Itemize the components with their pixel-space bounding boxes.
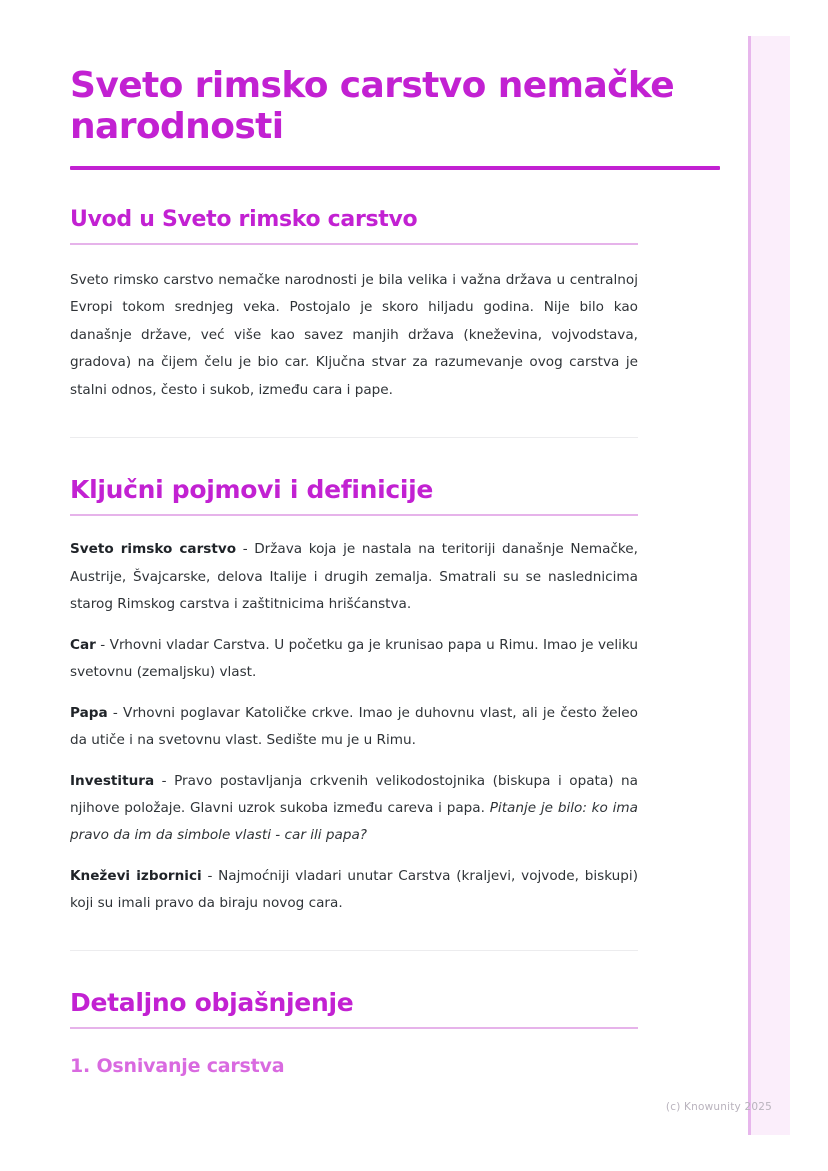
definition-item — [70, 768, 638, 850]
definition-list — [70, 536, 638, 917]
definition-text: Vrhovni poglavar Katoličke crkve. Imao je duhovnu vlast, ali je često želeo da utiče i na svetovnu vlast. Sedište mu je u Rimu. — [70, 704, 638, 749]
definition-term: Investitura — [70, 772, 155, 789]
definition-text: Država koja je nastala na teritoriji današnje Nemačke, Austrije, Švajcarske, delova Italije i drugih zemalja. Smatrali su se naslednicima starog Rimskog carstva i zaštitnicima hrišćanstva. — [70, 541, 638, 613]
definition-dash: - — [154, 772, 175, 789]
definition-item — [70, 536, 638, 618]
section-heading-key-terms: Ključni pojmovi i definicije — [70, 475, 434, 505]
section-key-terms — [70, 474, 638, 918]
definition-term: Car — [70, 636, 96, 653]
definition-term: Kneževi izbornici — [70, 867, 202, 884]
section-divider — [70, 950, 638, 951]
definition-text: Pravo postavljanja crkvenih velikodostojnika (biskupa i opata) na njihove položaje. Glavni uzrok sukoba između careva i papa. — [70, 772, 638, 816]
definition-text: Najmoćniji vladari unutar Carstva (kraljevi, vojvode, biskupi) koji su imali pravo da biraju novog cara. — [70, 867, 638, 912]
definition-term: Sveto rimsko carstvo — [70, 541, 237, 558]
section-detailed-explanation — [70, 987, 638, 1077]
title-underline-rule — [70, 166, 720, 170]
section-divider — [70, 437, 638, 438]
definition-item — [70, 863, 638, 918]
definition-item — [70, 700, 638, 755]
section-heading-detailed-explanation: Detaljno objašnjenje — [70, 987, 354, 1017]
page-footer: (c) Knowunity 2025 — [665, 1101, 772, 1113]
subsection-heading-founding: 1. Osnivanje carstva — [70, 1055, 285, 1078]
section-heading-rule — [70, 1027, 638, 1029]
definition-dash: - — [95, 636, 110, 653]
definition-item — [70, 632, 638, 687]
section-heading-intro: Uvod u Sveto rimsko carstvo — [70, 207, 418, 233]
definition-dash: - — [201, 867, 219, 884]
decorative-side-strip — [748, 36, 790, 1135]
section-intro — [70, 206, 638, 404]
page-title: Sveto rimsko carstvo nemačke narodnosti — [70, 65, 675, 147]
definition-emphasis: Pitanje je bilo: ko ima pravo da im da simbole vlasti - car ili papa? — [70, 799, 638, 844]
section-heading-rule — [70, 243, 638, 245]
document-content — [70, 0, 675, 1078]
definition-dash: - — [236, 541, 255, 558]
intro-paragraph: Sveto rimsko carstvo nemačke narodnosti je bila velika i važna država u centralnoj Evropi tokom srednjeg veka. Postojalo je skoro hiljadu godina. Nije bilo kao današnje države, već više kao savez manjih država (kneževina, vojvodstava, gradova) na čijem čelu je bio car. Ključna stvar za razumevanje ovog carstva je stalni odnos, često i sukob, između cara i pape. — [70, 271, 638, 398]
definition-term: Papa — [70, 704, 108, 721]
definition-text: Vrhovni vladar Carstva. U početku ga je krunisao papa u Rimu. Imao je veliku svetovnu (zemaljsku) vlast. — [70, 636, 638, 681]
definition-dash: - — [107, 704, 124, 721]
section-heading-rule — [70, 514, 638, 516]
